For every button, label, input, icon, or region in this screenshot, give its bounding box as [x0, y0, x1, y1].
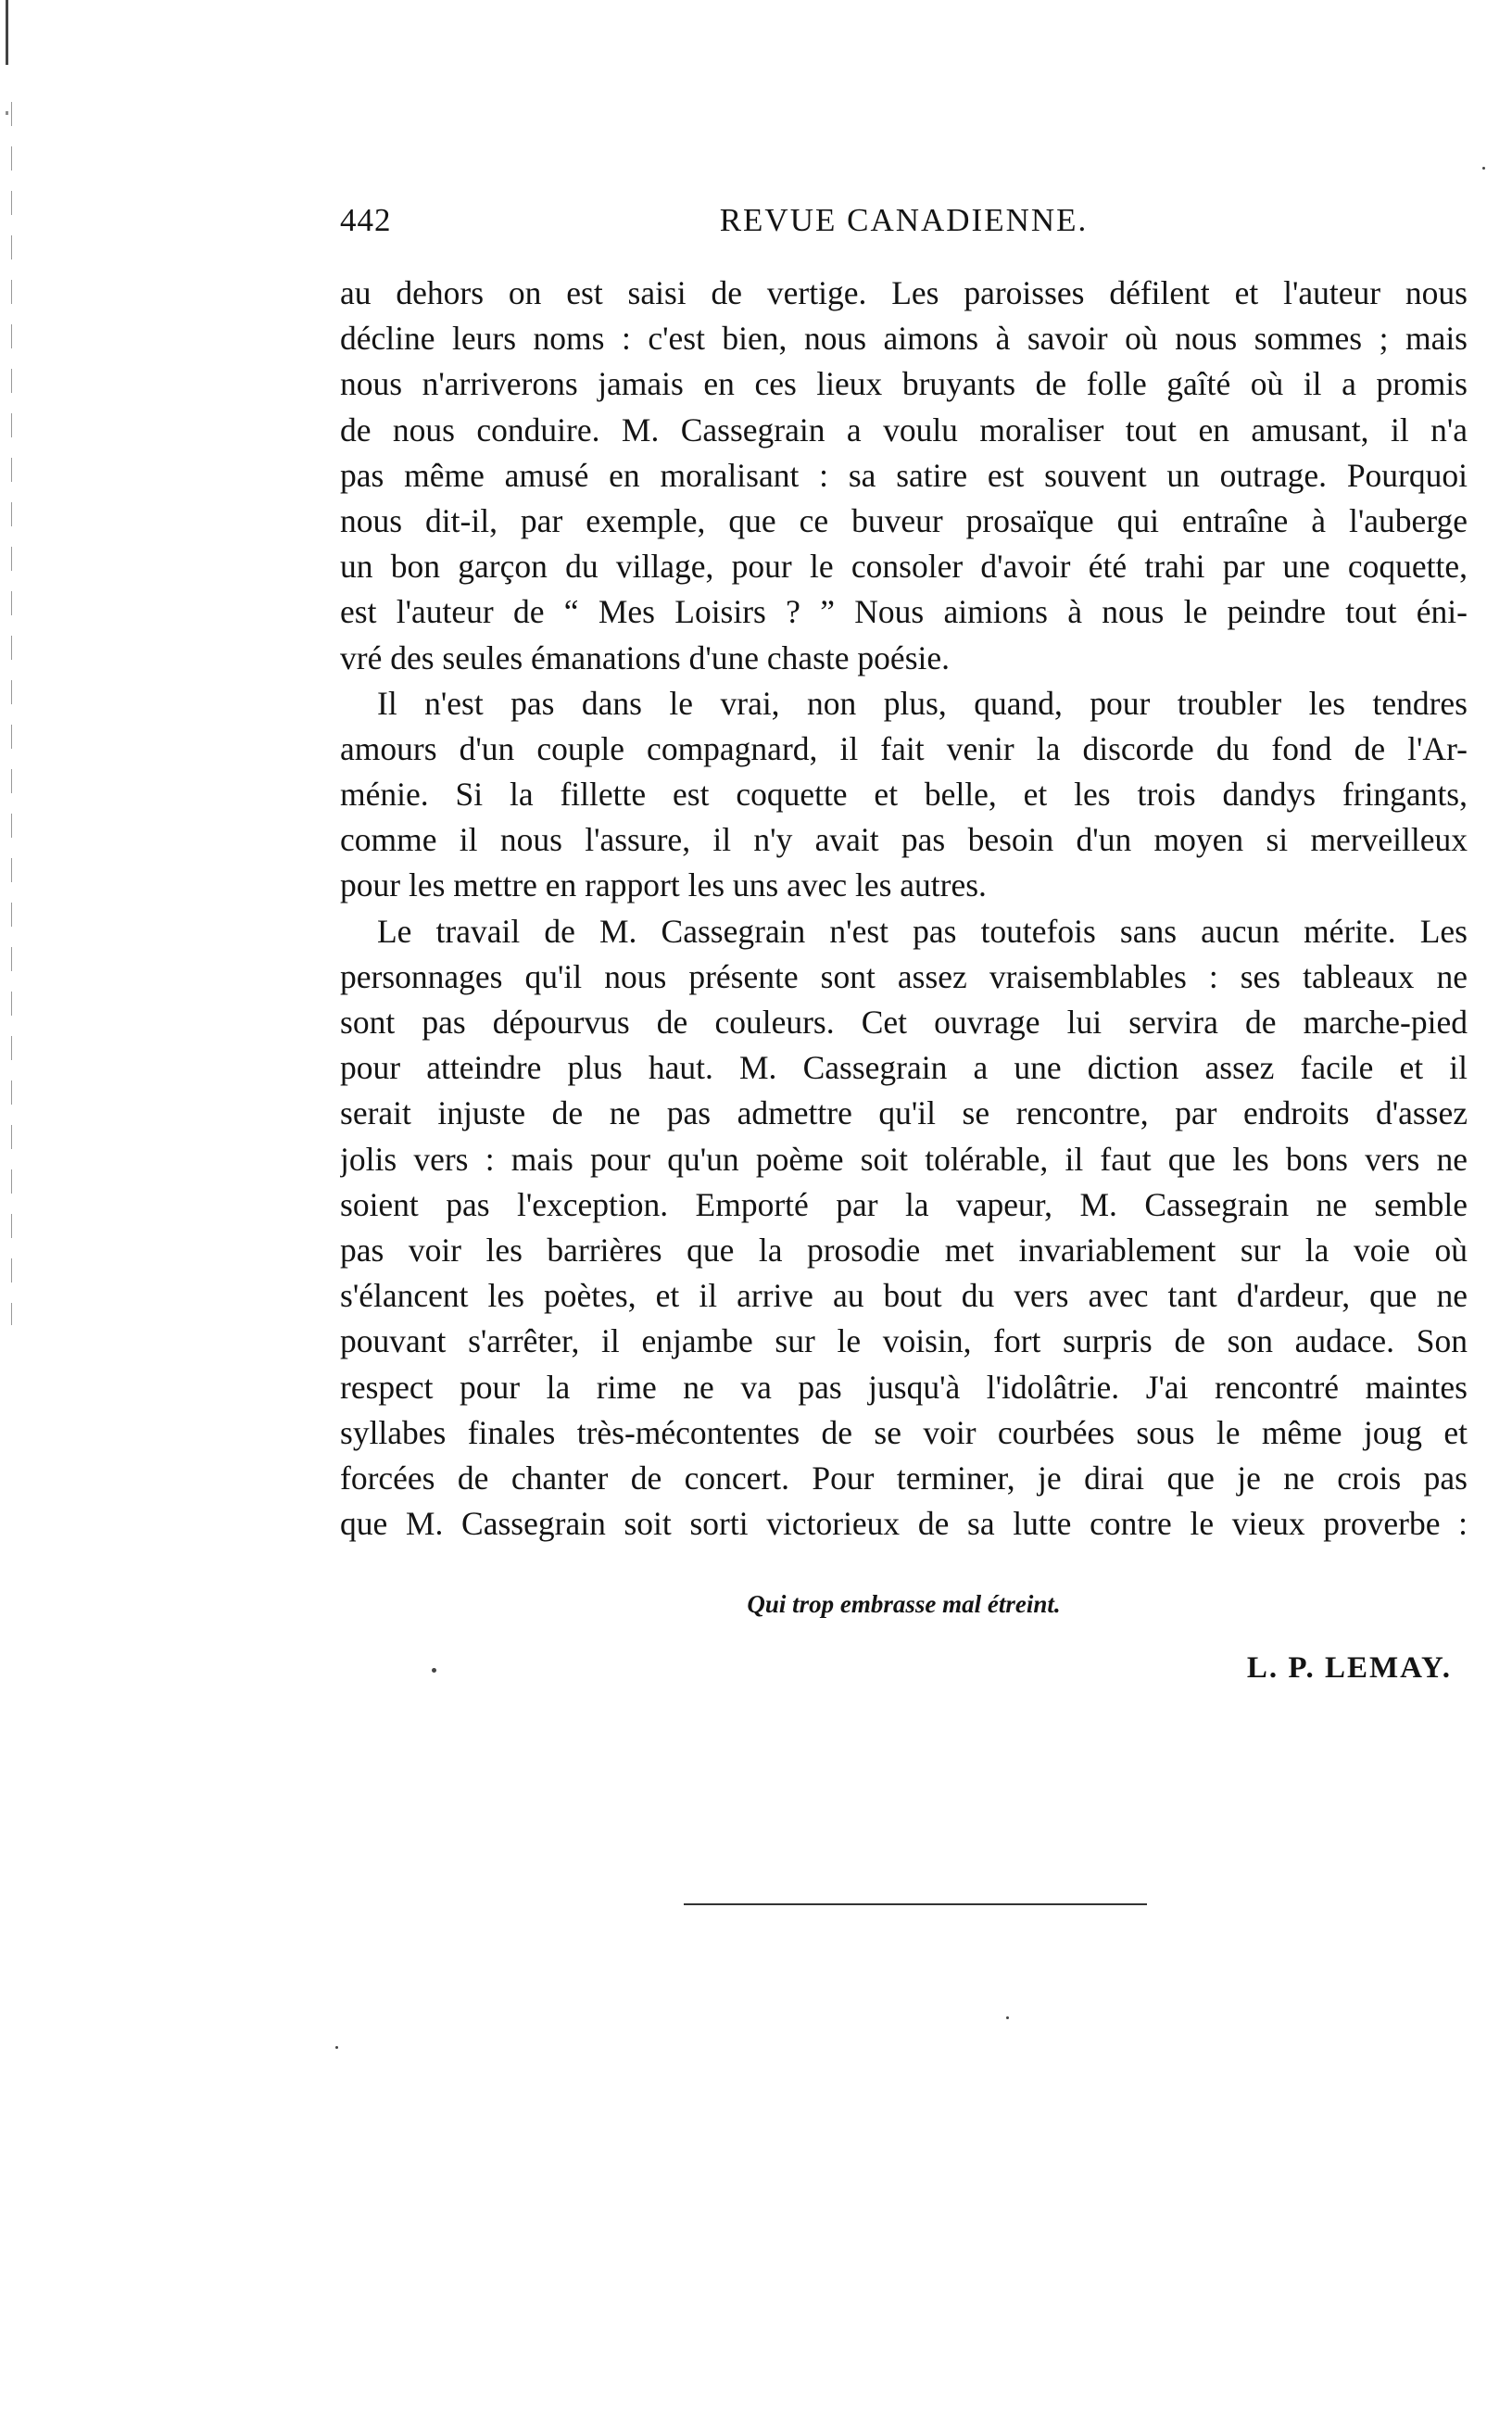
- text-line: ménie. Si la fillette est coquette et belle, et les trois dandys fringants,: [340, 776, 1468, 814]
- text-line: amours d'un couple compagnard, il fait venir la discorde du fond de l'Ar-: [340, 729, 1468, 767]
- page-header: [340, 202, 1468, 248]
- binding-edge: [6, 0, 8, 1371]
- text-line: respect pour la rime ne va pas jusqu'à l'idolâtrie. J'ai rencontré maintes: [340, 1368, 1468, 1406]
- text-line: au dehors on est saisi de vertige. Les paroisses défilent et l'auteur nous: [340, 274, 1468, 311]
- binding-edge-marks: [11, 102, 12, 1325]
- text-line: s'élancent les poètes, et il arrive au bout du vers avec tant d'ardeur, que ne: [340, 1277, 1468, 1315]
- ink-speck: [432, 1668, 436, 1673]
- text-line: Le travail de M. Cassegrain n'est pas toutefois sans aucun mérite. Les: [377, 912, 1468, 950]
- text-line: personnages qu'il nous présente sont assez vraisemblables : ses tableaux ne: [340, 957, 1468, 995]
- text-line: soient pas l'exception. Emporté par la vapeur, M. Cassegrain ne semble: [340, 1185, 1468, 1223]
- text-line: est l'auteur de “ Mes Loisirs ? ” Nous aimions à nous le peindre tout éni-: [340, 593, 1468, 631]
- text-line: un bon garçon du village, pour le consoler d'avoir été trahi par une coquette,: [340, 548, 1468, 586]
- ink-speck: [335, 2046, 338, 2049]
- text-line: Il n'est pas dans le vrai, non plus, quand, pour troubler les tendres: [377, 684, 1468, 722]
- text-line: syllabes finales très-mécontentes de se voir courbées sous le même joug et: [340, 1413, 1468, 1451]
- text-line: décline leurs noms : c'est bien, nous aimons à savoir où nous sommes ; mais: [340, 320, 1468, 358]
- text-line: pas même amusé en moralisant : sa satire est souvent un outrage. Pourquoi: [340, 456, 1468, 494]
- author-signature: L. P. LEMAY.: [1246, 1651, 1452, 1685]
- ink-speck: [1482, 167, 1485, 170]
- text-line: pour atteindre plus haut. M. Cassegrain a une diction assez facile et il: [340, 1049, 1468, 1087]
- text-line: nous dit-il, par exemple, que ce buveur prosaïque qui entraîne à l'auberge: [340, 501, 1468, 539]
- text-line: sont pas dépourvus de couleurs. Cet ouvrage lui servira de marche-pied: [340, 1004, 1468, 1041]
- text-line: serait injuste de ne pas admettre qu'il se rencontre, par endroits d'assez: [340, 1094, 1468, 1132]
- text-line: pouvant s'arrêter, il enjambe sur le voisin, fort surpris de son audace. Son: [340, 1322, 1468, 1360]
- ink-speck: [1006, 2016, 1009, 2019]
- section-rule: [684, 1903, 1147, 1905]
- text-line: nous n'arriverons jamais en ces lieux bruyants de folle gaîté où il a promis: [340, 365, 1468, 403]
- text-line: pas voir les barrières que la prosodie met invariablement sur la voie où: [340, 1231, 1468, 1269]
- text-line: pour les mettre en rapport les uns avec les autres.: [340, 866, 987, 904]
- text-line: de nous conduire. M. Cassegrain a voulu moraliser tout en amusant, il n'a: [340, 411, 1468, 449]
- running-title: REVUE CANADIENNE.: [719, 202, 1089, 238]
- page-number: 442: [340, 202, 392, 238]
- body-text: [340, 271, 1468, 1547]
- text-line: vré des seules émanations d'une chaste poésie.: [340, 638, 950, 676]
- epigraph: Qui trop embrasse mal étreint.: [747, 1590, 1061, 1618]
- text-line: que M. Cassegrain soit sorti victorieux de sa lutte contre le vieux proverbe :: [340, 1505, 1468, 1543]
- text-line: jolis vers : mais pour qu'un poème soit tolérable, il faut que les bons vers ne: [340, 1140, 1468, 1178]
- text-line: forcées de chanter de concert. Pour terminer, je dirai que je ne crois pas: [340, 1459, 1468, 1497]
- text-line: comme il nous l'assure, il n'y avait pas besoin d'un moyen si merveilleux: [340, 821, 1468, 859]
